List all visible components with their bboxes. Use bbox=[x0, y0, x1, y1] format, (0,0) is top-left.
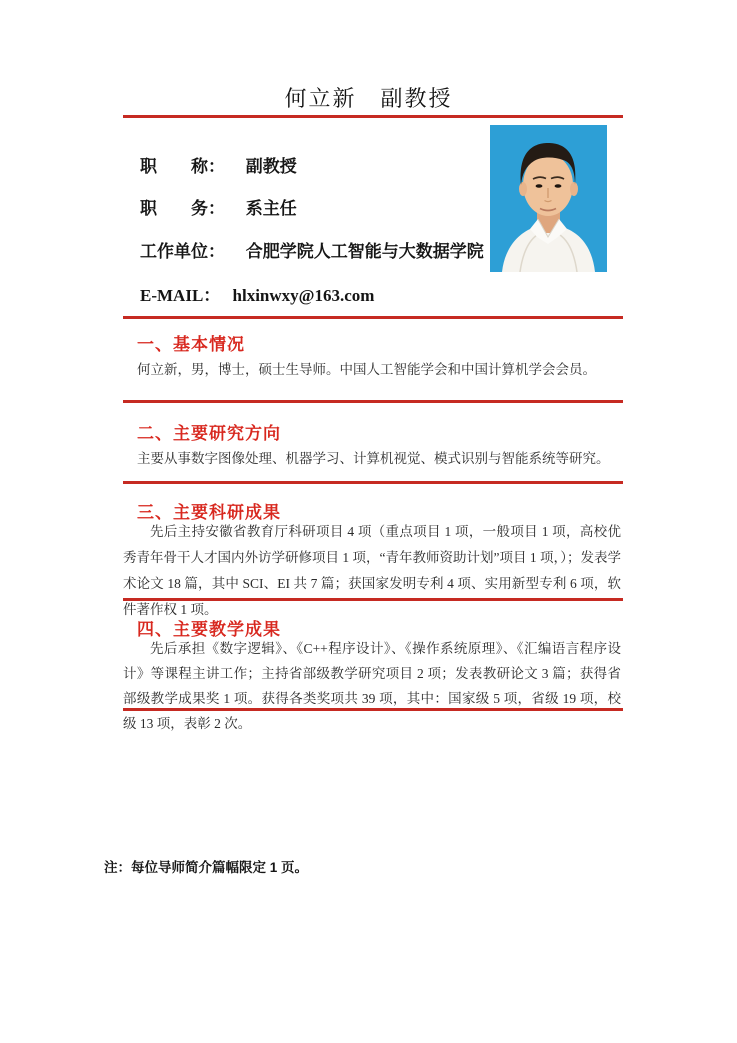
section-heading-research-directions: 二、主要研究方向 bbox=[137, 424, 281, 443]
field-label: 工作单位： bbox=[140, 242, 225, 261]
field-work-unit bbox=[140, 237, 484, 262]
divider-below-section-4 bbox=[123, 708, 623, 711]
divider-above-section-4 bbox=[123, 598, 623, 601]
field-value: 合肥学院人工智能与大数据学院 bbox=[245, 242, 484, 261]
id-photo-graphic bbox=[490, 125, 607, 272]
divider-under-title bbox=[123, 115, 623, 118]
email-address: hlxinwxy@163.com bbox=[232, 286, 375, 305]
footer-note: 注：每位导师简介篇幅限定 1 页。 bbox=[104, 860, 309, 875]
divider-above-section-1 bbox=[123, 316, 623, 319]
field-label: 职 称： bbox=[140, 157, 225, 176]
field-value: 副教授 bbox=[245, 157, 297, 176]
divider-above-section-2 bbox=[123, 400, 623, 403]
field-label: 职 务： bbox=[140, 199, 225, 218]
section-body-research-achievements: 先后主持安徽省教育厅科研项目 4 项（重点项目 1 项，一般项目 1 项，高校优秀青年骨干人才国内外访学研修项目 1 项，“青年教师资助计划”项目 1 项，）；发表学术论文 18 篇，其中 SCI、EI 共 7 篇；获国家发明专利 4 项、实用新型专利 6 项，软件著作权 1 项。 bbox=[123, 524, 621, 617]
field-position bbox=[140, 194, 297, 219]
section-body-basic-info: 何立新，男，博士，硕士生导师。中国人工智能学会和中国计算机学会会员。 bbox=[137, 362, 596, 377]
page-title: 何立新 副教授 bbox=[284, 86, 453, 111]
section-heading-basic-info: 一、基本情况 bbox=[137, 335, 245, 354]
section-body-teaching-achievements: 先后承担《数字逻辑》、《C++程序设计》、《操作系统原理》、《汇编语言程序设计》等课程主讲工作；主持省部级教学研究项目 2 项；发表教研论文 3 篇；获得省部级教学成果奖 1 项。获得各类奖项共 39 项，其中：国家级 5 项，省级 19 项，校级 13 项，表彰 2 次。 bbox=[123, 641, 621, 731]
field-label: E-MAIL： bbox=[140, 286, 221, 305]
section-body-research-directions: 主要从事数字图像处理、机器学习、计算机视觉、模式识别与智能系统等研究。 bbox=[137, 451, 610, 466]
field-job-title bbox=[140, 152, 297, 177]
profile-photo bbox=[490, 125, 607, 272]
section-heading-teaching-achievements: 四、主要教学成果 bbox=[137, 620, 281, 639]
field-email bbox=[140, 281, 374, 306]
field-value: 系主任 bbox=[245, 199, 297, 218]
divider-above-section-3 bbox=[123, 481, 623, 484]
section-heading-research-achievements: 三、主要科研成果 bbox=[137, 503, 281, 522]
